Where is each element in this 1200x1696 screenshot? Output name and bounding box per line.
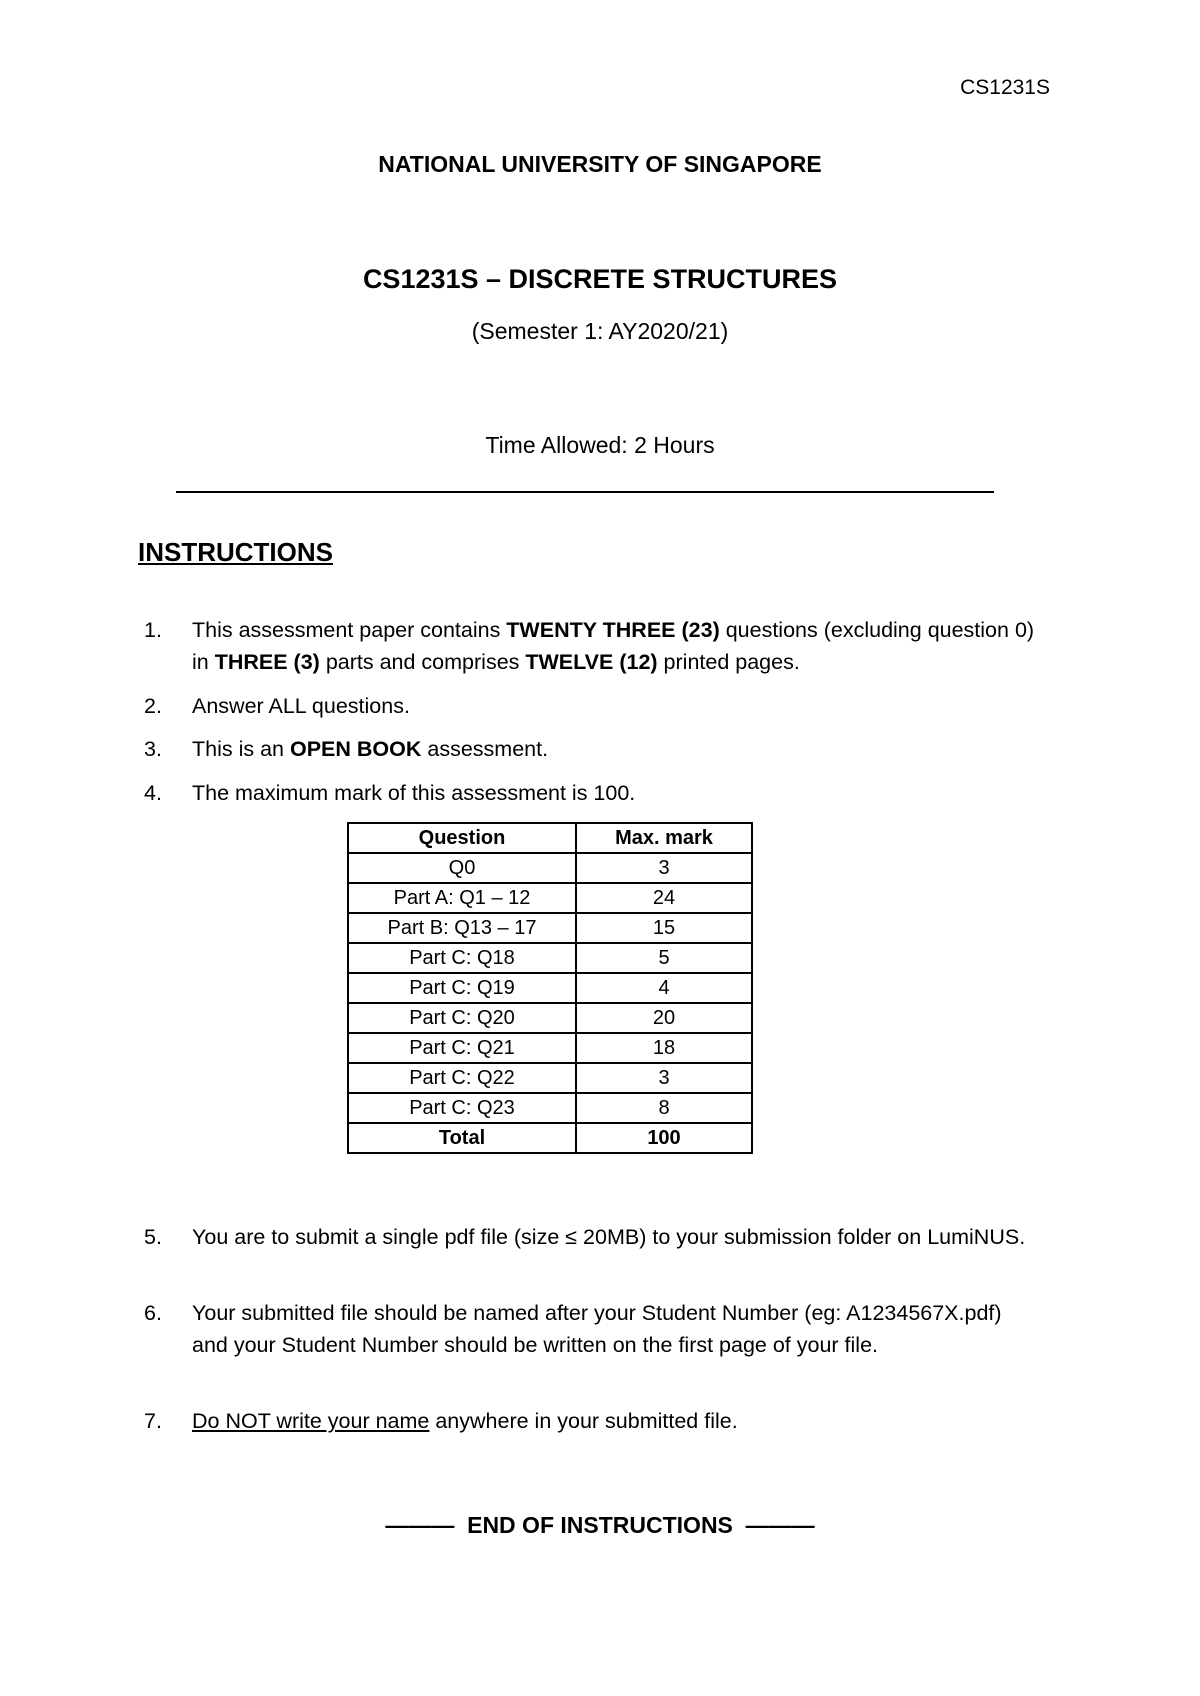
time-allowed: Time Allowed: 2 Hours — [485, 432, 715, 458]
instruction-number: 4. — [144, 781, 162, 805]
instruction-item-2 — [144, 690, 1044, 722]
instruction-number: 7. — [144, 1409, 162, 1433]
table-row — [348, 913, 752, 943]
instruction-text: You are to submit a single pdf file (size ≤ 20MB) to your submission folder on LumiNUS. — [192, 1225, 1026, 1249]
table-cell-mark: 18 — [576, 1033, 752, 1063]
table-row — [348, 1063, 752, 1093]
table-header-row — [348, 823, 752, 853]
table-cell-mark: 4 — [576, 973, 752, 1003]
instruction-number: 2. — [144, 694, 162, 718]
table-cell-mark: 3 — [576, 1063, 752, 1093]
course-title: CS1231S – DISCRETE STRUCTURES — [362, 264, 838, 294]
instruction-item-6 — [144, 1297, 1044, 1393]
instruction-number: 3. — [144, 737, 162, 761]
instruction-text: This assessment paper contains TWENTY THREE (23) questions (excluding question 0) in THREE (3) parts and comprises TWELVE (12) printed pages. — [192, 618, 1035, 674]
end-of-instructions: ——— END OF INSTRUCTIONS ——— — [385, 1512, 815, 1538]
table-cell-mark: 24 — [576, 883, 752, 913]
table-cell-question: Part C: Q20 — [348, 1003, 576, 1033]
instruction-text: The maximum mark of this assessment is 100. — [192, 781, 636, 805]
instruction-item-1 — [144, 614, 1044, 678]
instruction-item-4 — [144, 777, 1044, 809]
table-cell-question: Part A: Q1 – 12 — [348, 883, 576, 913]
instructions-heading: INSTRUCTIONS — [138, 537, 333, 567]
table-cell-question: Part C: Q23 — [348, 1093, 576, 1123]
table-row — [348, 943, 752, 973]
table-total-label: Total — [348, 1123, 576, 1153]
table-cell-question: Part C: Q22 — [348, 1063, 576, 1093]
instruction-text: This is an OPEN BOOK assessment. — [192, 737, 549, 761]
instruction-item-3 — [144, 733, 1044, 765]
table-row — [348, 853, 752, 883]
table-cell-question: Part C: Q18 — [348, 943, 576, 973]
table-cell-question: Part C: Q21 — [348, 1033, 576, 1063]
table-row — [348, 1093, 752, 1123]
instruction-text: Your submitted file should be named after your Student Number (eg: A1234567X.pdf) and your Student Number should be written on the first page of your file. — [192, 1301, 1002, 1357]
header-course-code: CS1231S — [960, 76, 1050, 99]
table-header-question: Question — [348, 823, 576, 853]
table-row — [348, 1003, 752, 1033]
table-header-max-mark: Max. mark — [576, 823, 752, 853]
table-cell-mark: 5 — [576, 943, 752, 973]
table-cell-question: Part B: Q13 – 17 — [348, 913, 576, 943]
table-cell-question: Part C: Q19 — [348, 973, 576, 1003]
table-row — [348, 883, 752, 913]
table-total-row — [348, 1123, 752, 1153]
instruction-text: Do NOT write your name anywhere in your submitted file. — [192, 1409, 738, 1433]
table-cell-question: Q0 — [348, 853, 576, 883]
table-total-value: 100 — [576, 1123, 752, 1153]
table-row — [348, 1033, 752, 1063]
table-cell-mark: 8 — [576, 1093, 752, 1123]
table-row — [348, 973, 752, 1003]
table-cell-mark: 15 — [576, 913, 752, 943]
table-cell-mark: 3 — [576, 853, 752, 883]
instruction-item-5 — [144, 1221, 1044, 1285]
instruction-number: 6. — [144, 1301, 162, 1325]
university-name: NATIONAL UNIVERSITY OF SINGAPORE — [378, 151, 822, 177]
instruction-number: 1. — [144, 618, 162, 642]
table-cell-mark: 20 — [576, 1003, 752, 1033]
instruction-text: Answer ALL questions. — [192, 694, 410, 718]
semester-info: (Semester 1: AY2020/21) — [471, 318, 729, 344]
marks-table — [347, 822, 753, 1154]
instruction-item-7 — [144, 1405, 1044, 1437]
divider-line — [176, 491, 994, 493]
instruction-number: 5. — [144, 1225, 162, 1249]
